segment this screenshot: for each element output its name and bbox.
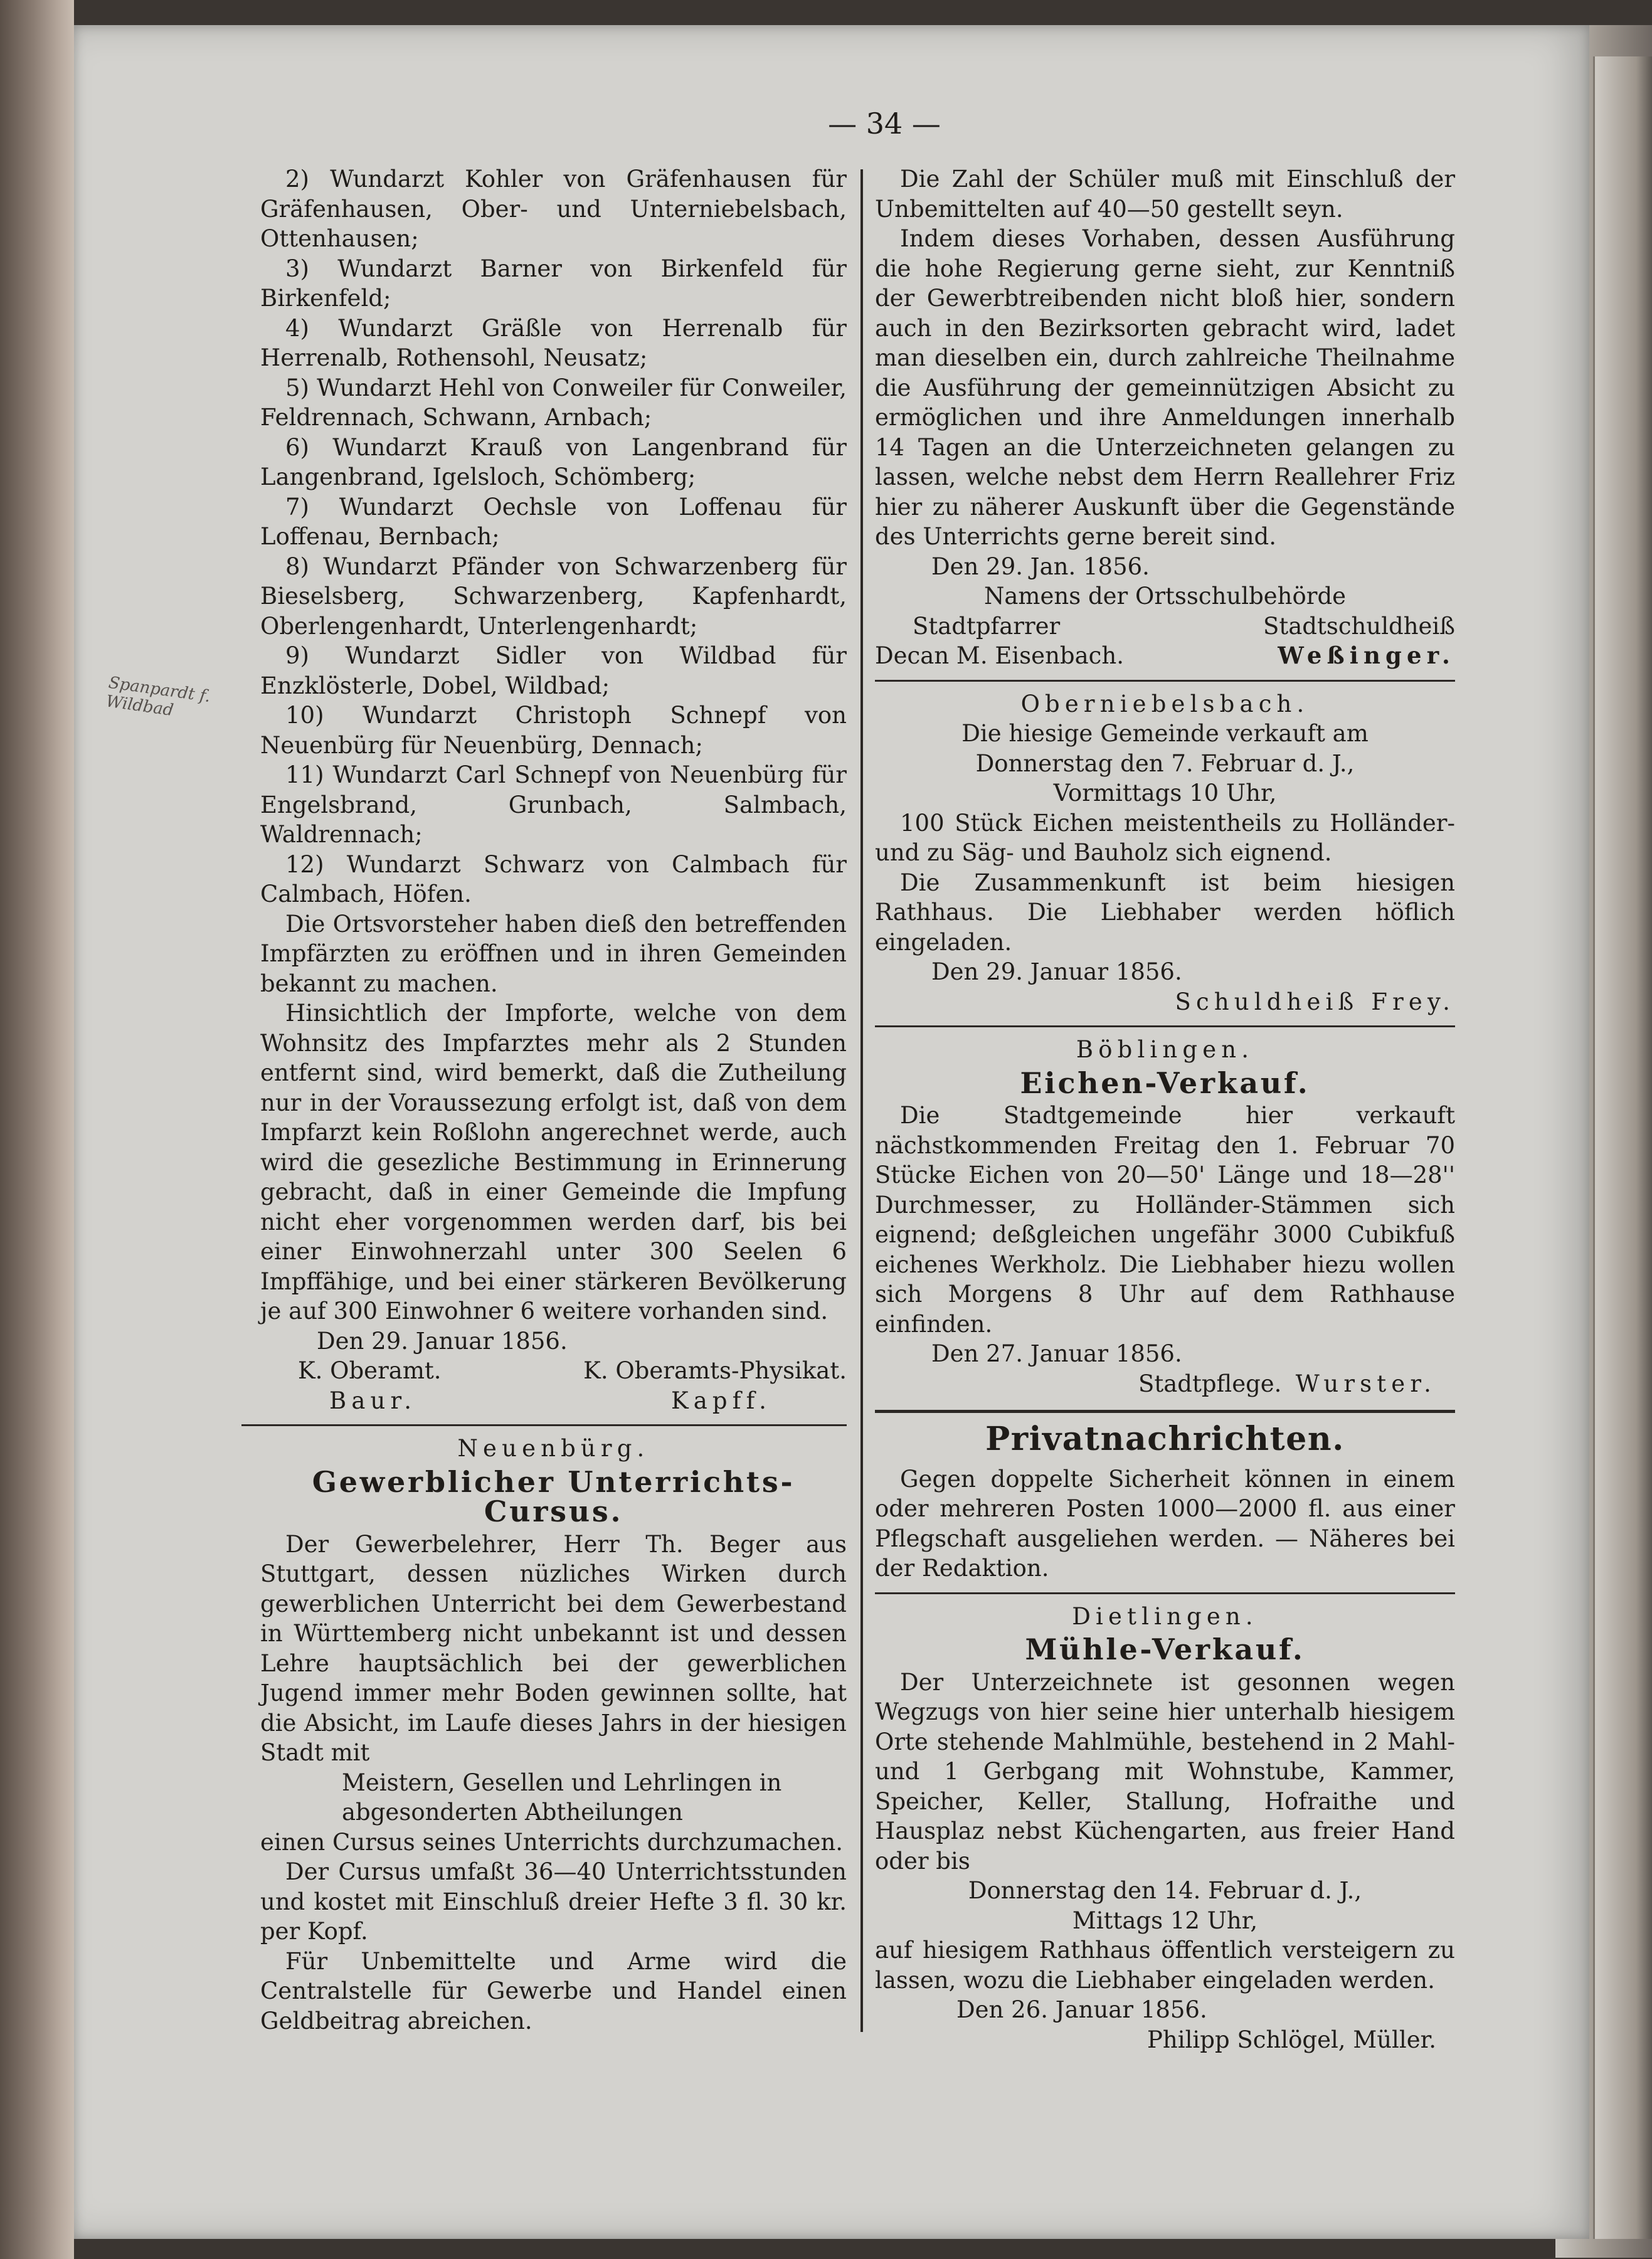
notice-line: Donnerstag den 14. Februar d. J., [968, 1877, 1362, 1904]
notice-line: Vormittags 10 Uhr, [1053, 780, 1277, 807]
signature-row [260, 1386, 847, 1416]
signature-row [875, 641, 1455, 671]
section-heading-private-notices: Privatnachrichten. [985, 1420, 1345, 1458]
vaccinator-entry-10: 10) Wundarzt Christoph Schnepf von Neuenbürg für Neuenbürg, Dennach; [260, 702, 847, 759]
vaccinator-entry-3: 3) Wundarzt Barner von Birkenfeld für Birkenfeld; [260, 255, 847, 312]
signature-name: Schuldheiß Frey. [1175, 988, 1455, 1015]
right-column [875, 164, 1455, 2055]
handwritten-margin-note: Spanpardt f. Wildbad [104, 673, 212, 721]
next-page-edge [1593, 56, 1652, 2239]
signature-heading: Namens der Ortsschulbehörde [983, 583, 1347, 610]
notice-paragraph: Der Unterzeichnete ist gesonnen wegen Wegzugs von hier seine hier unterhalb hiesigem Orte stehende Mahlmühle, bestehend in 2 Mahl- und 1 Gerbgang mit Wohnstube, Kammer, Speicher, Keller, Stallung, Hofraithe und Hausplaz nebst Küchengarten, aus freier Hand oder bis [875, 1668, 1455, 1875]
notice-date: Den 29. Januar 1856. [317, 1327, 568, 1355]
signature-row [875, 611, 1455, 642]
signature-office: K. Oberamt. [298, 1357, 442, 1384]
left-column [260, 164, 847, 2036]
section-place: Oberniebelsbach. [1020, 690, 1310, 717]
vaccinator-entry-2: 2) Wundarzt Kohler von Gräfenhausen für Gräfenhausen, Ober- und Unterniebelsbach, Ottenhausen; [260, 166, 847, 252]
notice-date: Den 26. Januar 1856. [956, 1996, 1207, 2023]
vaccinator-entry-11: 11) Wundarzt Carl Schnepf von Neuenbürg für Engelsbrand, Grunbach, Salmbach, Waldrennach; [260, 761, 847, 848]
signature-name: Decan M. Eisenbach. [875, 642, 1124, 669]
signature-office: Stadtpfarrer [913, 612, 1061, 640]
section-heading: Eichen-Verkauf. [1020, 1066, 1310, 1100]
notice-paragraph: Der Gewerbelehrer, Herr Th. Beger aus Stuttgart, dessen nüzliches Wirken durch gewerblichen Unterricht bei dem Gewerbestand in Württemberg nicht unbekannt ist und dessen Lehre hauptsächlich bei der gewerblichen Jugend immer mehr Boden gewinnen sollte, hat die Absicht, im Laufe dieses Jahrs in der hiesigen Stadt mit [260, 1530, 847, 1766]
vaccinator-entry-7: 7) Wundarzt Oechsle von Loffenau für Loffenau, Bernbach; [260, 493, 847, 550]
signature-name: Baur. [329, 1387, 417, 1414]
page-number: — 34 — [828, 107, 941, 140]
notice-line: Donnerstag den 7. Februar d. J., [975, 749, 1355, 777]
notice-paragraph: Meistern, Gesellen und Lehrlingen in abgesonderten Abtheilungen [342, 1769, 782, 1826]
vaccinator-entry-8: 8) Wundarzt Pfänder von Schwarzenberg für Bieselsberg, Schwarzenberg, Kapfenhardt, Oberlengenhardt, Unterlengenhardt; [260, 553, 847, 640]
signature-office: Stadtpflege. [1138, 1370, 1282, 1397]
notice-paragraph: 100 Stück Eichen meistentheils zu Holländer- und zu Säg- und Bauholz sich eignend. [875, 809, 1455, 866]
notice-paragraph: auf hiesigem Rathhaus öffentlich versteigern zu lassen, wozu die Liebhaber eingeladen werden. [875, 1937, 1455, 1994]
vaccinator-entry-6: 6) Wundarzt Krauß von Langenbrand für Langenbrand, Igelsloch, Schömberg; [260, 433, 847, 490]
vaccinator-entry-5: 5) Wundarzt Hehl von Conweiler für Conweiler, Feldrennach, Schwann, Arnbach; [260, 374, 847, 431]
notice-paragraph: Die Ortsvorsteher haben dieß den betreffenden Impfärzten zu eröffnen und in ihren Gemeinden bekannt zu machen. [260, 910, 847, 997]
notice-date: Den 29. Januar 1856. [931, 958, 1182, 985]
vaccinator-entry-12: 12) Wundarzt Schwarz von Calmbach für Calmbach, Höfen. [260, 850, 847, 907]
signature-name: Wurster. [1295, 1370, 1436, 1397]
notice-date: Den 27. Januar 1856. [931, 1340, 1182, 1367]
section-rule [875, 680, 1455, 682]
book-spine [0, 0, 74, 2259]
section-rule [875, 1025, 1455, 1027]
notice-paragraph: Die Zusammenkunft ist beim hiesigen Rathhaus. Die Liebhaber werden höflich eingeladen. [875, 869, 1455, 956]
notice-paragraph: Indem dieses Vorhaben, dessen Ausführung die hohe Regierung gerne sieht, zur Kenntniß der Gewerbtreibenden nicht bloß hier, sondern auch in den Bezirksorten gebracht wird, ladet man dieselben ein, durch zahlreiche Theilnahme die Ausführung der gemeinnützigen Absicht zu ermöglichen und ihre Anmeldungen innerhalb 14 Tagen an die Unterzeichneten gelangen zu lassen, welche nebst dem Herrn Reallehrer Friz hier zu näherer Auskunft über die Gegenstände des Unterrichts gerne bereit sind. [875, 225, 1455, 550]
vaccinator-entry-4: 4) Wundarzt Gräßle von Herrenalb für Herrenalb, Rothensohl, Neusatz; [260, 314, 847, 371]
section-heading: Gewerblicher Unterrichts-Cursus. [312, 1464, 795, 1528]
signature-name: Weßinger. [1278, 642, 1455, 669]
signature-office: Stadtschuldheiß [1263, 612, 1455, 640]
notice-paragraph: Die Zahl der Schüler muß mit Einschluß der Unbemittelten auf 40—50 gestellt seyn. [875, 166, 1455, 223]
notice-paragraph: Hinsichtlich der Impforte, welche von dem Wohnsitz des Impfarztes mehr als 2 Stunden entfernt sind, wird bemerkt, daß die Zutheilung nur in der Voraussezung erfolgt ist, daß von dem Impfarzt kein Roßlohn angerechnet werde, auch wird die gesezliche Bestimmung in Erinnerung gebracht, daß in einer Gemeinde die Impfung nicht eher vorgenommen werden darf, bis bei einer Einwohnerzahl unter 300 Seelen 6 Impffähige, und bei einer stärkeren Bevölkerung je auf 300 Einwohner 6 weitere vorhanden sind. [260, 1000, 847, 1325]
section-place: Dietlingen. [1072, 1602, 1258, 1630]
signature-row [260, 1356, 847, 1386]
column-divider [860, 169, 863, 2032]
signature-office: K. Oberamts-Physikat. [583, 1357, 847, 1384]
notice-paragraph: Der Cursus umfaßt 36—40 Unterrichtsstunden und kostet mit Einschluß dreier Hefte 3 fl. 30 kr. per Kopf. [260, 1858, 847, 1945]
signature-name: Philipp Schlögel, Müller. [1147, 2026, 1436, 2053]
section-rule [875, 1592, 1455, 1594]
section-heading: Mühle-Verkauf. [1025, 1632, 1305, 1666]
notice-line: Mittags 12 Uhr, [1072, 1907, 1258, 1934]
notice-date: Den 29. Jan. 1856. [931, 553, 1150, 580]
notice-paragraph: Die Stadtgemeinde hier verkauft nächstkommenden Freitag den 1. Februar 70 Stücke Eichen von 20—50' Länge und 18—28'' Durchmesser, zu Holländer-Stämmen sich eignend; deßgleichen ungefähr 3000 Cubikfuß eichenes Werkholz. Die Liebhaber hiezu wollen sich Morgens 8 Uhr auf dem Rathhause einfinden. [875, 1102, 1455, 1338]
notice-paragraph: einen Cursus seines Unterrichts durchzumachen. [260, 1828, 844, 1856]
notice-paragraph: Gegen doppelte Sicherheit können in einem oder mehreren Posten 1000—2000 fl. aus einer Pflegschaft ausgeliehen werden. — Näheres bei der Redaktion. [875, 1465, 1455, 1582]
section-rule [875, 1410, 1455, 1413]
section-place: Böblingen. [1076, 1036, 1254, 1063]
notice-line: Die hiesige Gemeinde verkauft am [961, 720, 1369, 747]
signature-name: Kapff. [670, 1387, 771, 1414]
vaccinator-entry-9: 9) Wundarzt Sidler von Wildbad für Enzklösterle, Dobel, Wildbad; [260, 642, 847, 699]
section-rule [241, 1424, 847, 1426]
section-place: Neuenbürg. [457, 1435, 650, 1462]
signature-row [875, 1369, 1455, 1399]
notice-paragraph: Für Unbemittelte und Arme wird die Centralstelle für Gewerbe und Handel einen Geldbeitrag abreichen. [260, 1947, 847, 2034]
